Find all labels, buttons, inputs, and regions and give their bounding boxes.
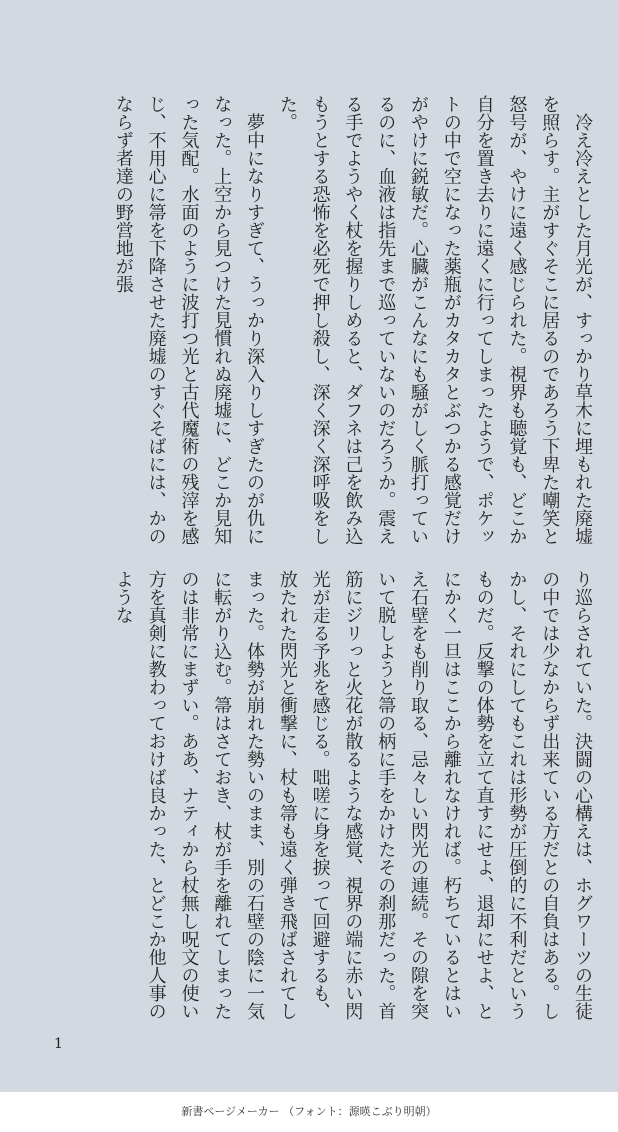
lower-text-block bbox=[48, 570, 598, 1030]
footer-caption: 新書ページメーカー （フォント：源暎こぶり明朝） bbox=[0, 1092, 618, 1132]
paragraph-1: 冷え冷えとした月光が、すっかり草木に埋もれた廃墟を照らす。主がすぐそこに居るのであろう下卑た嘲笑と怒号が、やけに遠く感じられた。視界も聴覚も、どこか自分を置き去りに遠くに行ってしまったようで、ポケットの中で空になった薬瓶がカタカタとぶつかる感覚だけがやけに鋭敏だ。心臓がこんなにも騒がしく脈打っているのに、血液は指先まで巡っていないのだろうか。震える手でようやく杖を握りしめると、ダフネは己を飲み込もうとする恐怖を必死で押し殺し、深く深く深呼吸をした。 bbox=[276, 95, 593, 545]
upper-text-block bbox=[48, 95, 598, 555]
paragraph-3: り巡らされていた。決闘の心構えは、ホグワーツの生徒の中では少なからず出来ている方だとの自負はある。しかし、それにしてもこれは形勢が圧倒的に不利だというものだ。反撃の体勢を立て直すにせよ、退却にせよ、とにかく一旦はここから離れなければ。朽ちているとはいえ石壁をも削り取る、忌々しい閃光の連続。その隙を突いて脱しようと箒の柄に手をかけたその刹那だった。首筋にジリっと火花が散るような感覚、視界の端に赤い閃光が走る予兆を感じる。咄嗟に身を捩って回避するも、放たれた閃光と衝撃に、杖も箒も遠く弾き飛ばされてしまった。体勢が崩れた勢いのまま、別の石壁の陰に一気に転がり込む。箒はさておき、杖が手を離れてしまったのは非常にまずい。ああ、ナティから杖無し呪文の使い方を真剣に教わっておけば良かった、とどこか他人事のような bbox=[112, 570, 593, 1020]
paragraph-2: 夢中になりすぎて、うっかり深入りしすぎたのが仇になった。上空から見つけた見慣れぬ廃墟に、どこか見知った気配。水面のように波打つ光と古代魔術の残滓を感じ、不用心に箒を下降させた廃墟のすぐそばには、かのならず者達の野営地が張 bbox=[112, 95, 266, 545]
page-number: 1 bbox=[54, 1036, 63, 1052]
